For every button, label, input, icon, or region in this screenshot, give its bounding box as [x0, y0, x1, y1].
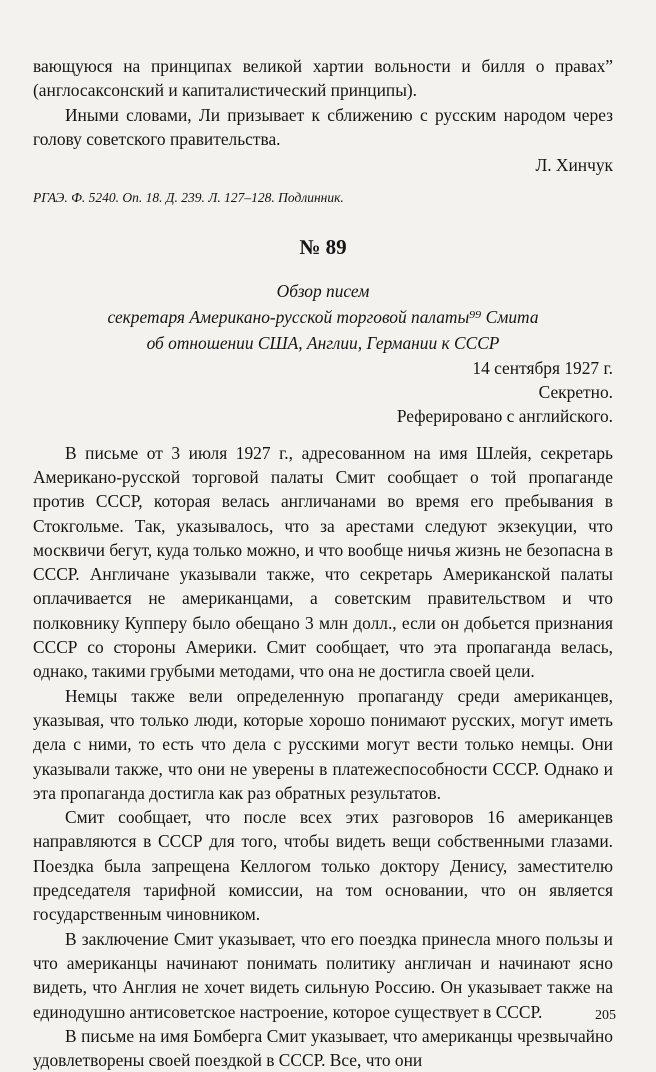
page-number: 205: [595, 1008, 616, 1023]
classification: Секретно.: [538, 382, 613, 403]
body-paragraph-3: Смит сообщает, что после всех этих разговоров 16 американцев направляются в СССР для того, чтобы видеть вещи собственными глазами. Поездка была запрещена Келлогом только доктору Денису, заместителю председателя тарифной комиссии, на том основании, что он является государственным чиновником.: [33, 807, 613, 925]
body-paragraph-2: Немцы также вели определенную пропаганду среди американцев, указывая, что только люди, которые хорошо понимают русских, могут иметь дела с ними, то есть что дела с русскими могут вести только немцы. Они указывали также, что они не уверены в платежеспособности СССР. Однако и эта пропаганда достигла как раз обратных результатов.: [33, 685, 613, 803]
document-title-line-1: Обзор писем: [276, 280, 370, 301]
body-paragraph-4: В заключение Смит указывает, что его поездка принесла много пользы и что американцы начинают понимать политику англичан и начинают ясно видеть, что Англия не хочет видеть сильную Россию. Он указывает также на единодушно антисоветское настроение, которое существует в СССР.: [33, 928, 613, 1022]
document-title-line-2: секретаря Американо-русской торговой палаты⁹⁹ Смита: [107, 306, 539, 327]
carryover-paragraph: вающуюся на принципах великой хартии вольности и билля о правах” (англосаксонский и капиталистический принципы).: [33, 56, 613, 101]
body-paragraph-1: В письме от 3 июля 1927 г., адресованном на имя Шлейя, секретарь Американо-русской торговой палаты Смит сообщает о той пропаганде против СССР, которая велась англичанами во время его пребывания в Стокгольме. Так, указывалось, что за арестами следуют экзекуции, что москвичи бегут, куда только можно, и что вообще ничья жизнь не безопасна в СССР. Англичане указывали также, что секретарь Американской палаты оплачивается не американцами, а советским правительством и что полковнику Купперу было обещано 3 млн долл., если он добьется признания СССР со стороны Америки. Смит сообщает, что эта пропаганда велась, однако, такими грубыми методами, что она не достигла своей цели.: [33, 442, 613, 682]
signature: Л. Хинчук: [535, 155, 613, 176]
document-date: 14 сентября 1927 г.: [472, 357, 613, 378]
document-number: № 89: [299, 235, 347, 260]
document-title-line-3: об отношении США, Англии, Германии к СССР: [146, 332, 500, 353]
document-page: [33, 54, 613, 1072]
translation-note: Реферировано с английского.: [396, 406, 613, 427]
body-paragraph-5: В письме на имя Бомберга Смит указывает, что американцы чрезвычайно удовлетворены своей поездкой в СССР. Все, что они: [33, 1025, 613, 1071]
summary-paragraph: Иными словами, Ли призывает к сближению с русским народом через голову советского правительства.: [33, 104, 613, 149]
archive-reference: РГАЭ. Ф. 5240. Оп. 18. Д. 239. Л. 127–128. Подлинник.: [33, 190, 344, 206]
